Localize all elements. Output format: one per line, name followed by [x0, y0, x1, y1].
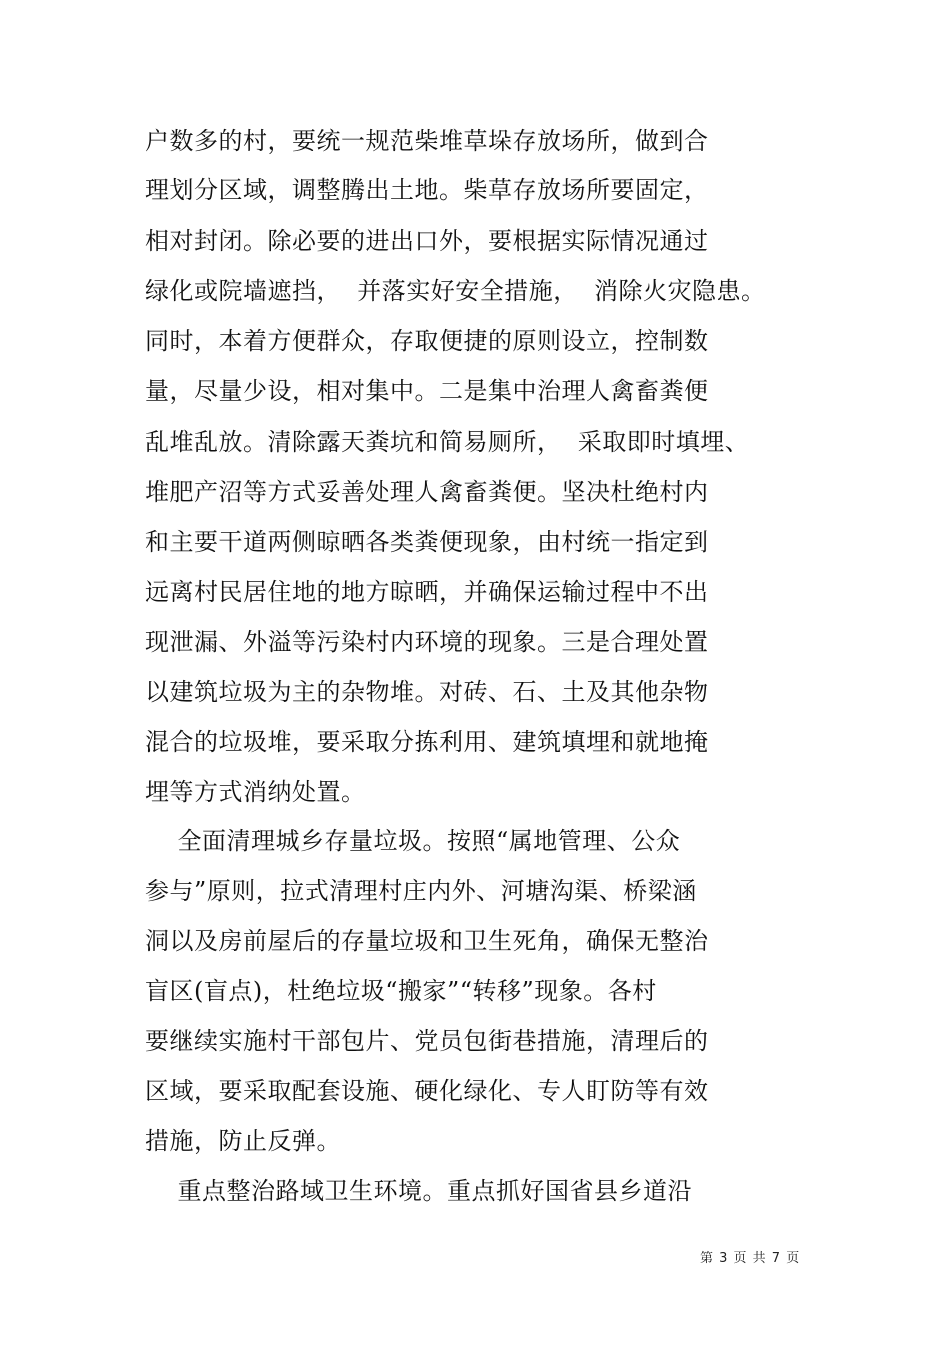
- body-text-line: 和主要干道两侧晾晒各类粪便现象，由村统一指定到: [145, 528, 709, 556]
- body-text-line: 理划分区域，调整腾出土地。柴草存放场所要固定，: [145, 176, 709, 204]
- body-text-line: 户数多的村，要统一规范柴堆草垛存放场所，做到合: [145, 127, 709, 155]
- body-text-line: 以建筑垃圾为主的杂物堆。对砖、石、土及其他杂物: [145, 678, 709, 706]
- body-text-line: 盲区(盲点)，杜绝垃圾“搬家”“转移”现象。各村: [145, 977, 657, 1005]
- body-text-line: 要继续实施村干部包片、党员包街巷措施，清理后的: [145, 1027, 709, 1055]
- body-text-line: 措施，防止反弹。: [145, 1127, 341, 1155]
- body-text-line: 堆肥产沼等方式妥善处理人禽畜粪便。坚决杜绝村内: [145, 478, 709, 506]
- body-text-line: 埋等方式消纳处置。: [145, 778, 366, 806]
- body-text-line: 混合的垃圾堆，要采取分拣利用、建筑填埋和就地掩: [145, 728, 709, 756]
- paragraph-first-line: 重点整治路域卫生环境。重点抓好国省县乡道沿: [145, 1177, 693, 1205]
- paragraph-first-line: 全面清理城乡存量垃圾。按照“属地管理、公众: [145, 827, 681, 855]
- body-text-line: 绿化或院墙遮挡， 并落实好安全措施， 消除火灾隐患。: [145, 277, 766, 305]
- page-number-footer: 第 3 页 共 7 页: [700, 1251, 801, 1266]
- body-text-line: 洞以及房前屋后的存量垃圾和卫生死角，确保无整治: [145, 927, 709, 955]
- body-text-line: 同时，本着方便群众，存取便捷的原则设立，控制数: [145, 327, 709, 355]
- body-text-line: 相对封闭。除必要的进出口外，要根据实际情况通过: [145, 227, 709, 255]
- body-text-line: 参与”原则，拉式清理村庄内外、河塘沟渠、桥梁涵: [145, 877, 697, 905]
- body-text-line: 远离村民居住地的地方晾晒，并确保运输过程中不出: [145, 578, 709, 606]
- body-text-line: 现泄漏、外溢等污染村内环境的现象。三是合理处置: [145, 628, 709, 656]
- body-text-line: 量，尽量少设，相对集中。二是集中治理人禽畜粪便: [145, 377, 709, 405]
- body-text-line: 乱堆乱放。清除露天粪坑和简易厕所， 采取即时填埋、: [145, 428, 750, 456]
- body-text-line: 区域，要采取配套设施、硬化绿化、专人盯防等有效: [145, 1077, 709, 1105]
